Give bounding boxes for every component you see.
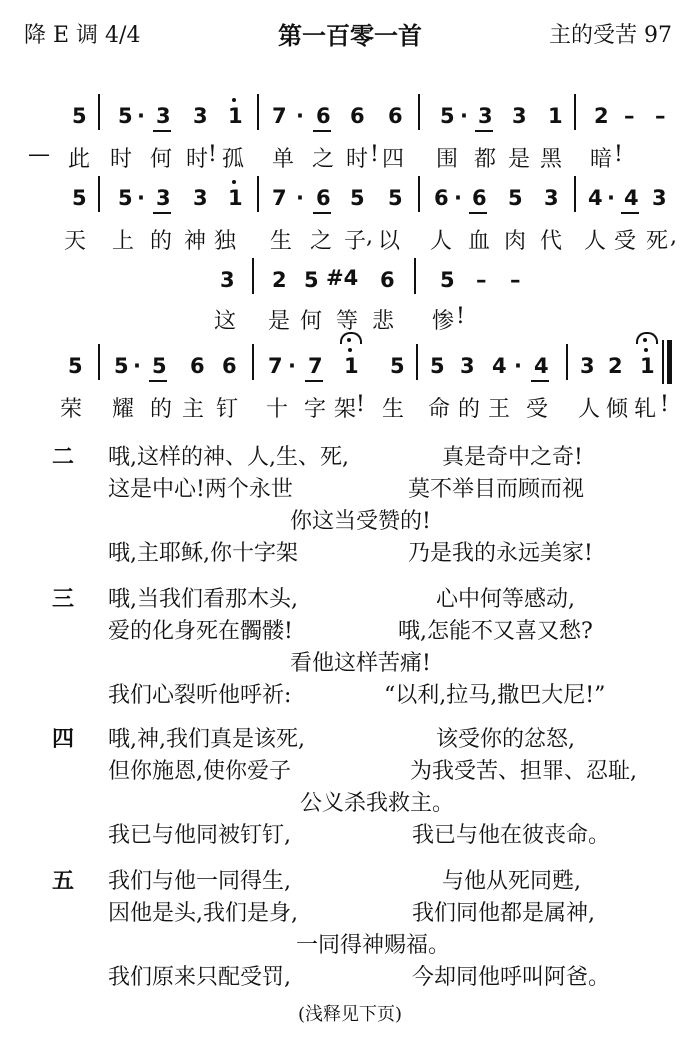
verse-line: 我们心裂听他呼祈: [108, 683, 292, 708]
note: 5 [388, 186, 403, 210]
note: 6 [316, 186, 331, 210]
lyric: 人 [578, 397, 601, 422]
note: 3 [652, 186, 667, 210]
verse-number: 五 [52, 868, 75, 894]
verse-line: 你这当受赞的! [290, 509, 431, 534]
lyric: 时 [110, 147, 133, 172]
note: 6 [380, 268, 395, 292]
fermata-dot [643, 338, 647, 342]
barline [98, 94, 100, 130]
verse-line: 这是中心!两个永世 [108, 477, 293, 502]
note: 5 [304, 268, 319, 292]
lyric: 血 [468, 229, 491, 254]
barline [416, 344, 418, 380]
note: 4 [534, 354, 549, 378]
verse-line: “以利,拉马,撒巴大尼!” [384, 683, 606, 708]
note: 4 [492, 354, 507, 378]
verse-line: 哦,这样的神、人,生、死, [108, 445, 349, 470]
lyric: 王 [488, 397, 511, 422]
final-barline-thin [662, 340, 664, 384]
lyric: 钉 [216, 397, 239, 422]
lyric: 独 [214, 229, 237, 254]
lyric: 命 [428, 397, 451, 422]
note: 3 [512, 104, 527, 128]
dot: · [137, 104, 145, 128]
verse-line: 但你施恩,使你爱子 [108, 759, 291, 784]
note: 2 [272, 268, 287, 292]
barline [418, 94, 420, 130]
note: #4 [326, 266, 359, 290]
dash: – [476, 268, 487, 292]
note: 3 [478, 104, 493, 128]
note: 7 [272, 186, 287, 210]
note: 6 [222, 354, 237, 378]
lyric: 倾 [606, 397, 629, 422]
lyric: 轧 [634, 397, 657, 422]
lyric: 之 [310, 229, 333, 254]
barline [574, 94, 576, 130]
lyric: 受 [614, 229, 637, 254]
lyric: ! [660, 392, 669, 417]
underline [313, 212, 331, 214]
note: 3 [544, 186, 559, 210]
octave-dot [232, 98, 236, 102]
underline [313, 130, 331, 132]
note: 5 [72, 104, 87, 128]
barline [252, 258, 254, 294]
lyric: 何 [300, 309, 323, 334]
note: 2 [608, 354, 623, 378]
lyric: 上 [112, 229, 135, 254]
lyric: , [366, 224, 373, 249]
lyric: 的 [458, 397, 481, 422]
verse-line: 我们与他一同得生, [108, 869, 291, 894]
barline [566, 344, 568, 380]
lyric: 生 [270, 229, 293, 254]
lyric: 是 [268, 309, 291, 334]
lyric: 都 [474, 147, 497, 172]
note: 7 [268, 354, 283, 378]
verse-line: 我们同他都是属神, [412, 901, 595, 926]
barline [98, 176, 100, 212]
note: 3 [580, 354, 595, 378]
verse-line: 我已与他同被钉钉, [108, 823, 291, 848]
lyric: 人 [430, 229, 453, 254]
lyric: ! [614, 142, 623, 167]
lyric: 的 [150, 229, 173, 254]
note: 7 [272, 104, 287, 128]
lyric: 主 [182, 397, 205, 422]
note: 6 [434, 186, 449, 210]
note: 6 [316, 104, 331, 128]
dot: · [454, 186, 462, 210]
verse-line: 我已与他在彼丧命。 [412, 823, 611, 848]
octave-dot [348, 348, 352, 352]
lyric: 悲 [372, 309, 395, 334]
verse-line: 我们原来只配受罚, [108, 965, 291, 990]
final-barline-thick [667, 340, 672, 384]
barline [574, 176, 576, 212]
note: 5 [114, 354, 129, 378]
lyric: 之 [312, 147, 335, 172]
lyric: , [670, 224, 677, 249]
underline [531, 380, 549, 382]
verse-line: 爱的化身死在髑髅! [108, 619, 293, 644]
lyric: ! [208, 142, 217, 167]
verse-number: 三 [52, 586, 75, 612]
note: 5 [152, 354, 167, 378]
verse-line: 哦,怎能不又喜又愁? [398, 619, 593, 644]
note: 4 [588, 186, 603, 210]
note: 6 [350, 104, 365, 128]
note: 3 [193, 186, 208, 210]
barline [257, 176, 259, 212]
note: 5 [118, 186, 133, 210]
note: 1 [228, 186, 243, 210]
footnote-reference: (浅释见下页) [297, 1004, 403, 1025]
fermata-icon [340, 332, 362, 344]
note: 3 [156, 186, 171, 210]
lyric: 肉 [504, 229, 527, 254]
lyric: 惨 [432, 309, 455, 334]
note: 5 [72, 186, 87, 210]
verse-number: 四 [52, 726, 75, 752]
verse-line: 为我受苦、担罪、忍耻, [410, 759, 637, 784]
lyric: 神 [184, 229, 207, 254]
lyric: — [28, 142, 50, 167]
octave-dot [644, 348, 648, 352]
lyric: 围 [436, 147, 459, 172]
fermata-dot [347, 338, 351, 342]
lyric: 四 [382, 147, 405, 172]
note: 5 [508, 186, 523, 210]
dot: · [514, 354, 522, 378]
note: 3 [156, 104, 171, 128]
lyric: 等 [336, 309, 359, 334]
verse-line: 乃是我的永远美家! [408, 541, 593, 566]
note: 5 [440, 104, 455, 128]
dot: · [137, 186, 145, 210]
barline [414, 258, 416, 294]
dot: · [288, 354, 296, 378]
verse-line: 哦,主耶稣,你十字架 [108, 541, 298, 566]
dash: – [510, 268, 521, 292]
note: 1 [228, 104, 243, 128]
note: 7 [308, 354, 323, 378]
dot: · [460, 104, 468, 128]
verse-line: 看他这样苦痛! [290, 651, 431, 676]
verse-line: 因他是头,我们是身, [108, 901, 298, 926]
note: 5 [350, 186, 365, 210]
note: 3 [193, 104, 208, 128]
lyric: 这 [214, 309, 237, 334]
barline [98, 344, 100, 380]
note: 5 [430, 354, 445, 378]
barline [418, 176, 420, 212]
lyric: 架 [334, 397, 357, 422]
verse-line: 今却同他呼叫阿爸。 [412, 965, 611, 990]
barline [257, 94, 259, 130]
lyric: 代 [540, 229, 563, 254]
lyric: 黑 [540, 147, 563, 172]
underline [305, 380, 323, 382]
verse-line: 与他从死同甦, [442, 869, 581, 894]
hymn-reference: 主的受苦 97 [549, 23, 672, 48]
dash: – [655, 104, 666, 128]
underline [469, 212, 487, 214]
note: 5 [118, 104, 133, 128]
lyric: 的 [150, 397, 173, 422]
note: 3 [460, 354, 475, 378]
verse-line: 该受你的忿怒, [436, 727, 575, 752]
lyric: 人 [584, 229, 607, 254]
key-signature: 降 E 调 4/4 [24, 23, 141, 48]
lyric: 生 [382, 397, 405, 422]
note: 3 [220, 268, 235, 292]
lyric: 是 [508, 147, 531, 172]
lyric: 受 [526, 397, 549, 422]
lyric: 子 [344, 229, 367, 254]
lyric: 时 [346, 147, 369, 172]
lyric: 以 [378, 229, 401, 254]
note: 1 [548, 104, 563, 128]
underline [621, 212, 639, 214]
lyric: 时 [186, 147, 209, 172]
verse-line: 哦,当我们看那木头, [108, 587, 298, 612]
note: 1 [640, 354, 655, 378]
lyric: 荣 [60, 397, 83, 422]
note: 4 [624, 186, 639, 210]
lyric: 字 [304, 397, 327, 422]
verse-line: 一同得神赐福。 [296, 933, 451, 958]
note: 1 [344, 354, 359, 378]
lyric: ! [456, 304, 465, 329]
note: 5 [68, 354, 83, 378]
note: 2 [594, 104, 609, 128]
underline [153, 130, 171, 132]
hymn-title: 第一百零一首 [278, 21, 422, 50]
octave-dot [232, 180, 236, 184]
note: 6 [388, 104, 403, 128]
lyric: 单 [272, 147, 295, 172]
verse-line: 真是奇中之奇! [442, 445, 583, 470]
underline [153, 212, 171, 214]
verse-number: 二 [52, 444, 75, 470]
note: 5 [390, 354, 405, 378]
lyric: 死 [646, 229, 669, 254]
lyric: 暗 [590, 147, 613, 172]
lyric: 天 [64, 229, 87, 254]
note: 6 [190, 354, 205, 378]
lyric: 耀 [112, 397, 135, 422]
fermata-icon [636, 332, 658, 344]
underline [475, 130, 493, 132]
dot: · [607, 186, 615, 210]
verse-line: 莫不举目而顾而视 [408, 477, 585, 502]
verse-line: 哦,神,我们真是该死, [108, 727, 305, 752]
dot: · [133, 354, 141, 378]
verse-line: 公义杀我救主。 [300, 791, 455, 816]
lyric: ! [370, 142, 379, 167]
note: 6 [472, 186, 487, 210]
lyric: 何 [150, 147, 173, 172]
note: 5 [440, 268, 455, 292]
lyric: ! [356, 392, 365, 417]
lyric: 孤 [222, 147, 245, 172]
verse-line: 心中何等感动, [436, 587, 575, 612]
dash: – [624, 104, 635, 128]
lyric: 十 [266, 397, 289, 422]
lyric: 此 [68, 147, 91, 172]
barline [252, 344, 254, 380]
underline [149, 380, 167, 382]
dot: · [296, 104, 304, 128]
dot: · [296, 186, 304, 210]
